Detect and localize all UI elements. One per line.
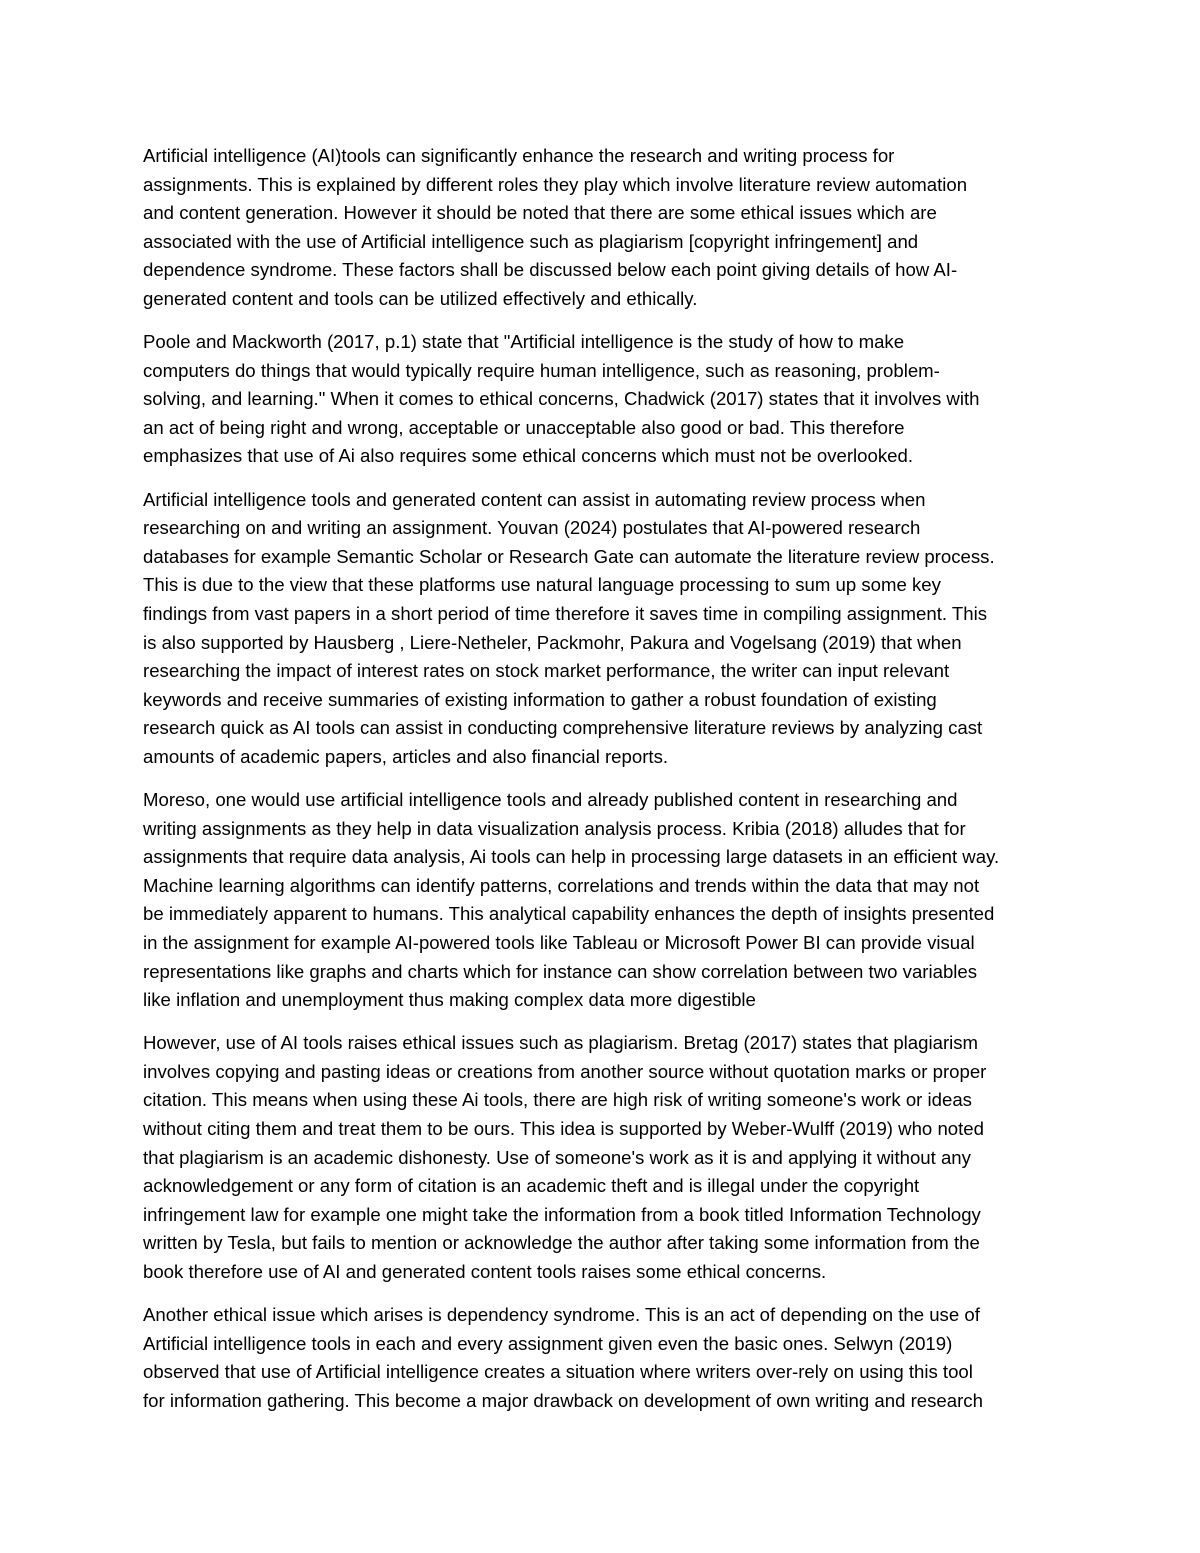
text-line: and content generation. However it should be noted that there are some ethical issues which are — [143, 202, 937, 224]
text-line: for information gathering. This become a major drawback on development of own writing and research — [143, 1389, 983, 1411]
text-line: citation. This means when using these Ai tools, there are high risk of writing someone's work or ideas — [143, 1089, 972, 1111]
text-line: Another ethical issue which arises is dependency syndrome. This is an act of depending on the use of — [143, 1304, 980, 1326]
text-line: amounts of academic papers, articles and also financial reports. — [143, 745, 669, 767]
text-line: infringement law for example one might take the information from a book titled Information Technology — [143, 1203, 981, 1225]
text-line: Moreso, one would use artificial intelligence tools and already published content in researching and — [143, 788, 958, 810]
text-line: generated content and tools can be utilized effectively and ethically. — [143, 287, 698, 309]
text-line: associated with the use of Artificial intelligence such as plagiarism [copyright infringement] and — [143, 230, 919, 252]
text-line: written by Tesla, but fails to mention or acknowledge the author after taking some information from the — [143, 1232, 980, 1254]
paragraph-definition — [143, 328, 1065, 471]
text-line: However, use of AI tools raises ethical issues such as plagiarism. Bretag (2017) states that plagiarism — [143, 1032, 979, 1054]
text-line: computers do things that would typically require human intelligence, such as reasoning, problem- — [143, 359, 940, 381]
text-line: dependence syndrome. These factors shall be discussed below each point giving details of how AI- — [143, 259, 958, 281]
text-line: without citing them and treat them to be ours. This idea is supported by Weber-Wulff (2019) who noted — [143, 1118, 984, 1139]
text-line: researching on and writing an assignment. Youvan (2024) postulates that AI-powered research — [143, 517, 921, 539]
text-line: book therefore use of AI and generated content tools raises some ethical concerns. — [143, 1260, 827, 1282]
text-line: This is due to the view that these platforms use natural language processing to sum up some key — [143, 574, 941, 596]
paragraph-dependency — [143, 1301, 1065, 1415]
text-line: like inflation and unemployment thus making complex data more digestible — [143, 989, 756, 1011]
text-line: in the assignment for example AI-powered tools like Tableau or Microsoft Power BI can provide visual — [143, 931, 975, 953]
text-line: that plagiarism is an academic dishonesty. Use of someone's work as it is and applying it without any — [143, 1146, 971, 1168]
text-line: Poole and Mackworth (2017, p.1) state that "Artificial intelligence is the study of how to make — [143, 331, 905, 353]
text-line: assignments that require data analysis, Ai tools can help in processing large datasets in an efficient way. — [143, 846, 1000, 868]
text-line: Artificial intelligence (AI)tools can significantly enhance the research and writing process for — [143, 145, 895, 166]
text-line: research quick as AI tools can assist in conducting comprehensive literature reviews by analyzing cast — [143, 717, 983, 739]
text-line: Machine learning algorithms can identify patterns, correlations and trends within the data that may not — [143, 874, 980, 896]
text-line: observed that use of Artificial intelligence creates a situation where writers over-rely on using this tool — [143, 1361, 973, 1383]
text-line: findings from vast papers in a short period of time therefore it saves time in compiling assignment. This — [143, 602, 987, 624]
text-line: Artificial intelligence tools and generated content can assist in automating review process when — [143, 488, 926, 510]
text-line: be immediately apparent to humans. This analytical capability enhances the depth of insights presented — [143, 903, 995, 925]
paragraph-plagiarism — [143, 1029, 1065, 1286]
text-line: acknowledgement or any form of citation is an academic theft and is illegal under the copyright — [143, 1175, 920, 1197]
text-line: involves copying and pasting ideas or creations from another source without quotation marks or proper — [143, 1060, 987, 1082]
text-line: is also supported by Hausberg , Liere-Netheler, Packmohr, Pakura and Vogelsang (2019) that when — [143, 631, 962, 653]
text-line: researching the impact of interest rates on stock market performance, the writer can input relevant — [143, 660, 950, 682]
text-line: databases for example Semantic Scholar or Research Gate can automate the literature review process. — [143, 545, 995, 567]
text-line: emphasizes that use of Ai also requires some ethical concerns which must not be overlooked. — [143, 445, 913, 467]
text-line: Artificial intelligence tools in each and every assignment given even the basic ones. Selwyn (2019) — [143, 1332, 953, 1354]
document-body — [143, 142, 1065, 1430]
paragraph-intro — [143, 142, 1065, 314]
text-line: writing assignments as they help in data visualization analysis process. Kribia (2018) alludes that for — [143, 817, 966, 839]
text-line: solving, and learning." When it comes to ethical concerns, Chadwick (2017) states that it involves with — [143, 388, 980, 410]
text-line: assignments. This is explained by different roles they play which involve literature review automation — [143, 173, 968, 195]
text-line: an act of being right and wrong, acceptable or unacceptable also good or bad. This therefore — [143, 416, 905, 438]
text-line: representations like graphs and charts which for instance can show correlation between two variables — [143, 960, 978, 982]
text-line: keywords and receive summaries of existing information to gather a robust foundation of existing — [143, 688, 937, 710]
paragraph-data-visualization — [143, 786, 1065, 1015]
paragraph-literature-review — [143, 486, 1065, 772]
